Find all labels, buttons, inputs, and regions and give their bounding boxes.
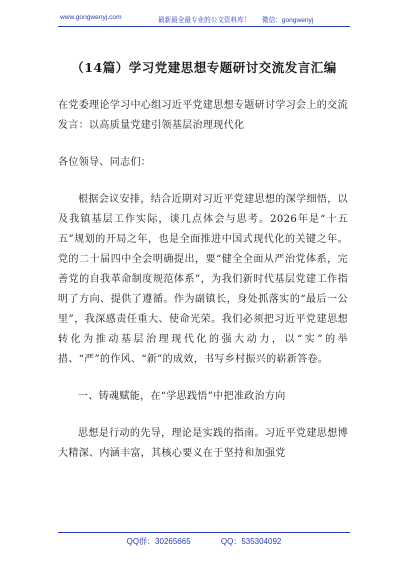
header-slogan: 最新最全最专业的公文资料库！ — [158, 17, 251, 24]
paragraph-2: 思想是行动的先导，理论是实践的指南。习近平党建思想博大精深、内涵丰富，其核心要义在于坚持和加强党 — [58, 428, 348, 459]
header-wechat: 微信：gongwenyj — [262, 17, 314, 24]
spacer — [58, 407, 348, 424]
page-header — [0, 0, 408, 40]
footer-qq-group: QQ群：30265665 — [126, 537, 191, 546]
page-footer — [0, 536, 408, 547]
footer-qq: QQ：535304092 — [220, 537, 282, 546]
paragraph-1: 根据会议安排，结合近期对习近平党建思想的深学细悟，以及我镇基层工作实际，谈几点体会与思考。2026年是“十五五”规划的开局之年，也是全面推进中国式现代化的关键之年。党的二十届四中全会明确提出，要“健全全面从严治党体系，完善党的自我革命制度规范体系”，为我们新时代基层党建工作指明了方向、提供了遵循。作为副镇长，身处抓落实的“最后一公里”，我深感责任重大、使命光荣。我们必须把习近平党建思想转化为推动基层治理现代化的强大动力，以“实”的举措、“严”的作风、“新”的成效，书写乡村振兴的崭新答卷。 — [58, 194, 348, 365]
document-body — [58, 96, 348, 464]
section-heading-1: 一、铸魂赋能，在“学思践悟”中把准政治方向 — [78, 391, 286, 402]
footer-divider — [58, 532, 350, 533]
spacer — [58, 370, 348, 387]
intro-paragraph: 在党委理论学习中心组习近平党建思想专题研讨学习会上的交流发言：以高质量党建引领基层治理现代化 — [58, 100, 348, 131]
spacer — [58, 136, 348, 153]
document-title: （14篇）学习党建思想专题研讨交流发言汇编 — [71, 60, 337, 75]
header-divider — [58, 26, 350, 27]
spacer — [58, 173, 348, 190]
header-site-url[interactable]: www.gongwenyj.com — [60, 14, 122, 21]
greeting: 各位领导、同志们： — [58, 157, 152, 168]
